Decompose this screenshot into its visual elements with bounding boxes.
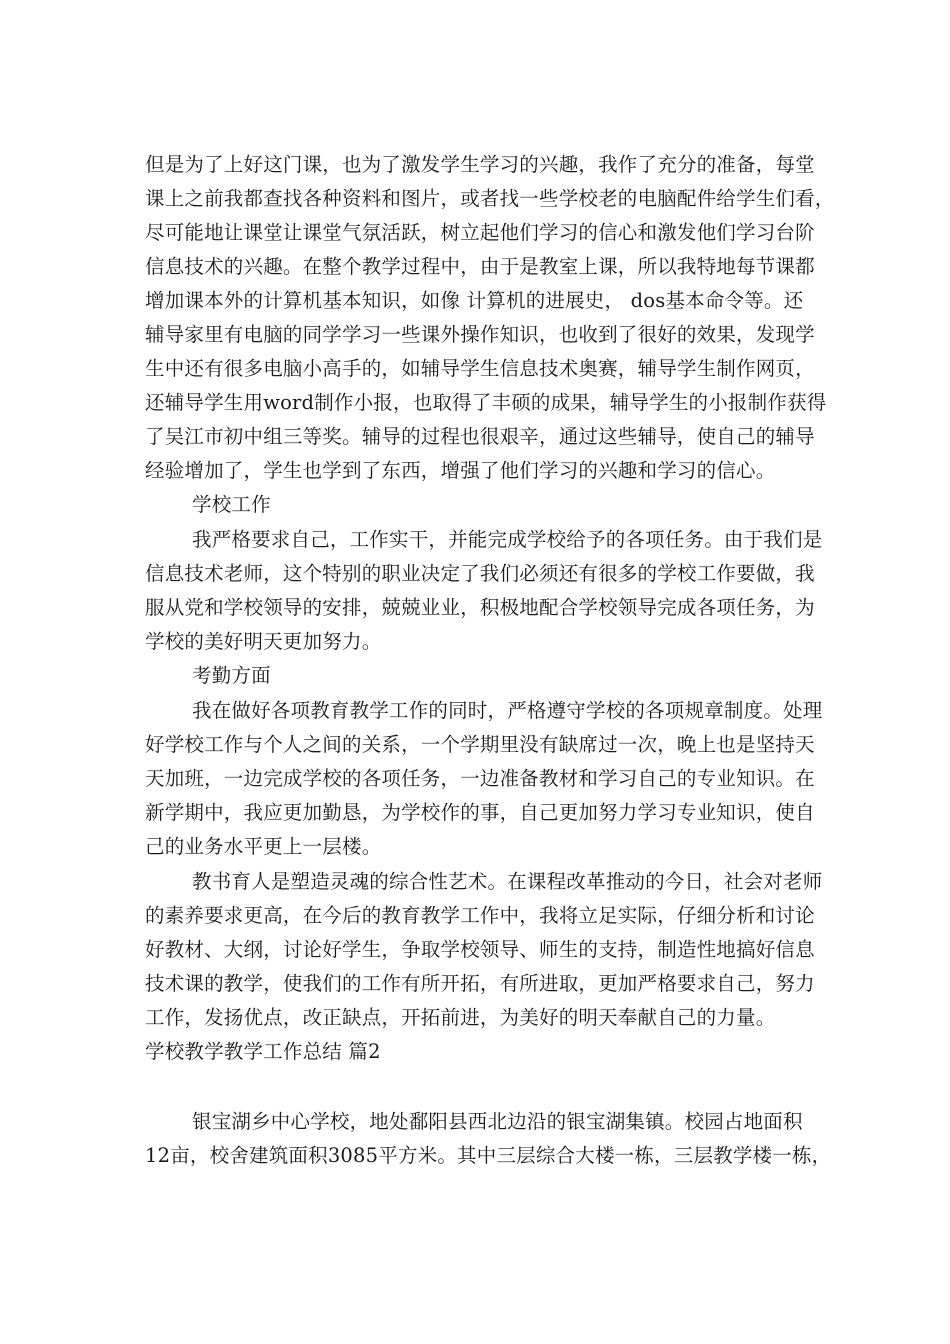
paragraph-line: 还辅导学生用word制作小报，也取得了丰硕的成果，辅导学生的小报制作获得 bbox=[145, 391, 827, 414]
paragraph-line: 我在做好各项教育教学工作的同时，严格遵守学校的各项规章制度。处理 bbox=[192, 699, 823, 722]
paragraph-line: 的素养要求更高，在今后的教育教学工作中，我将立足实际，仔细分析和讨论 bbox=[145, 904, 815, 927]
paragraph-line: 生中还有很多电脑小高手的，如辅导学生信息技术奥赛，辅导学生制作网页， bbox=[145, 357, 815, 380]
paragraph-line: 信息技术的兴趣。在整个教学过程中，由于是教室上课，所以我特地每节课都 bbox=[145, 255, 815, 278]
paragraph-line: 天加班，一边完成学校的各项任务，一边准备教材和学习自己的专业知识。在 bbox=[145, 767, 815, 790]
paragraph-line: 银宝湖乡中心学校，地处鄱阳县西北边沿的银宝湖集镇。校园占地面积 bbox=[192, 1110, 803, 1133]
paragraph-line: 信息技术老师，这个特别的职业决定了我们必须还有很多的学校工作要做，我 bbox=[145, 562, 815, 585]
paragraph-line: 好教材、大纲，讨论好学生，争取学校领导、师生的支持，制造性地搞好信息 bbox=[145, 938, 815, 961]
paragraph-line: 了吴江市初中组三等奖。辅导的过程也很艰辛，通过这些辅导，使自己的辅导 bbox=[145, 425, 815, 448]
paragraph-line: 经验增加了，学生也学到了东西，增强了他们学习的兴趣和学习的信心。 bbox=[145, 459, 776, 482]
paragraph-line: 12亩，校舍建筑面积3085平方米。其中三层综合大楼一栋，三层教学楼一栋， bbox=[145, 1144, 832, 1167]
paragraph-line: 教书育人是塑造灵魂的综合性艺术。在课程改革推动的今日，社会对老师 bbox=[192, 870, 823, 893]
section-heading: 学校工作 bbox=[192, 493, 271, 516]
paragraph-line: 课上之前我都查找各种资料和图片，或者找一些学校老的电脑配件给学生们看， bbox=[145, 187, 835, 210]
paragraph-line: 我严格要求自己，工作实干，并能完成学校给予的各项任务。由于我们是 bbox=[192, 528, 823, 551]
paragraph-line: 技术课的教学，使我们的工作有所开拓，有所进取，更加严格要求自己，努力 bbox=[145, 972, 815, 995]
paragraph-line: 好学校工作与个人之间的关系，一个学期里没有缺席过一次，晚上也是坚持天 bbox=[145, 733, 815, 756]
paragraph-line: 工作，发扬优点，改正缺点，开拓前进，为美好的明天奉献自己的力量。 bbox=[145, 1006, 776, 1029]
paragraph-line: 辅导家里有电脑的同学学习一些课外操作知识，也收到了很好的效果，发现学 bbox=[145, 323, 815, 346]
section-heading: 考勤方面 bbox=[192, 664, 271, 687]
paragraph-line: 学校的美好明天更加努力。 bbox=[145, 630, 382, 653]
paragraph-line: 增加课本外的计算机基本知识，如像 计算机的进展史， dos基本命令等。还 bbox=[145, 289, 804, 312]
paragraph-line: 服从党和学校领导的安排，兢兢业业，积极地配合学校领导完成各项任务，为 bbox=[145, 596, 815, 619]
paragraph-line: 但是为了上好这门课，也为了激发学生学习的兴趣，我作了充分的准备，每堂 bbox=[145, 153, 815, 176]
article-title: 学校教学教学工作总结 篇2 bbox=[145, 1040, 381, 1063]
paragraph-line: 新学期中，我应更加勤恳，为学校作的事，自己更加努力学习专业知识，使自 bbox=[145, 801, 815, 824]
paragraph-line: 己的业务水平更上一层楼。 bbox=[145, 835, 382, 858]
paragraph-line: 尽可能地让课堂让课堂气氛活跃，树立起他们学习的信心和激发他们学习台阶 bbox=[145, 221, 815, 244]
